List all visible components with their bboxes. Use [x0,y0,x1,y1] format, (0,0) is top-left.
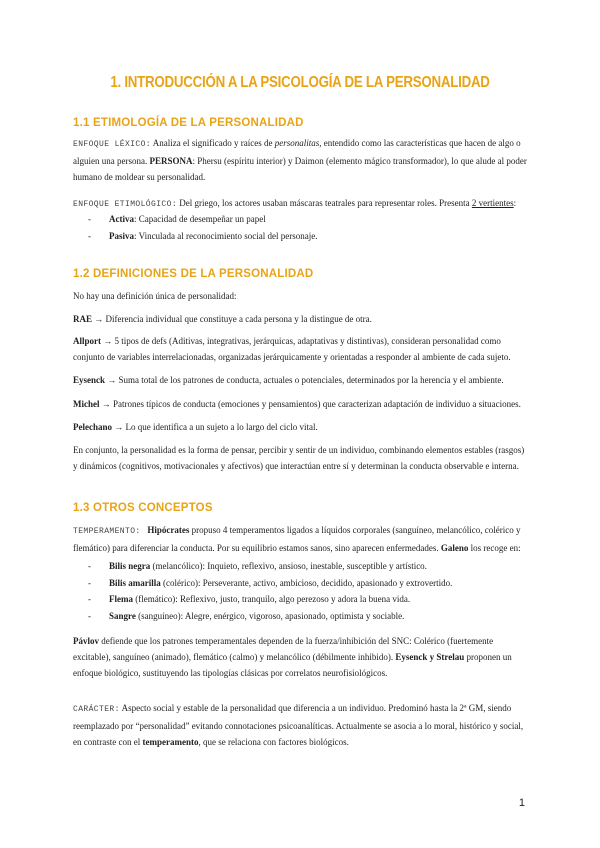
label-temperamento: TEMPERAMENTO: [73,527,141,536]
paragraph-enfoque-lexico: ENFOQUE LÉXICO: Analiza el significado y raíces de personalitas, entendido como las características que hacen de algo o alguien una persona. PERSONA: Phersu (espíritu interior) y Daimon (elemento mágico transformador), lo que alude al poder humano de moldear su personalidad. [73,138,527,182]
section-heading-definiciones: 1.2 DEFINICIONES DE LA PERSONALIDAD [73,268,314,280]
list-item: - Activa: Capacidad de desempeñar un papel [88,214,266,224]
paragraph-intro-definiciones: No hay una definición única de personalidad: [73,291,237,301]
label-enfoque-lexico: ENFOQUE LÉXICO: [73,140,152,149]
list-item: - Pasiva: Vinculada al reconocimiento social del personaje. [88,230,318,241]
label-caracter: CARÁCTER: [73,705,120,714]
definition-pelechano: Pelechano → Lo que identifica a un sujeto a lo largo del ciclo vital. [73,422,318,432]
vertientes-list [88,211,518,244]
page-number: 1 [518,797,525,809]
term-persona: PERSONA [149,156,193,166]
paragraph-enfoque-etimologico: ENFOQUE ETIMOLÓGICO: Del griego, los actores usaban máscaras teatrales para representar roles. Presenta 2 vertientes: [73,198,517,209]
definition-michel: Michel → Patrones típicos de conducta (emociones y pensamientos) que caracterizan adaptación de individuo a situaciones. [73,399,521,409]
term-personalitas: personalitas [274,138,320,148]
definition-allport: Allport → 5 tipos de defs (Aditivas, integrativas, jerárquicas, adaptativas y distintivas), consideran personalidad como conjunto de variables interrelacionadas, organizadas jerárquicamente y orientadas a responder al ambiente de cada sujeto. [73,336,511,362]
paragraph-pavlov: Pávlov defiende que los patrones temperamentales dependen de la fuerza/inhibición del SNC: Colérico (fuertemente excitable), sanguíneo (animado), flemático (calmo) y melancólico (débilmente inhibido). Eysenck y Strelau proponen un enfoque biológico, sustituyendo las tipologías clásicas por correlatos neurofisiológicos. [73,636,512,678]
page-title: 1. INTRODUCCIÓN A LA PSICOLOGÍA DE LA PERSONALIDAD [110,74,490,91]
label-enfoque-etimologico: ENFOQUE ETIMOLÓGICO: [73,200,178,209]
definition-rae: RAE → Diferencia individual que constituye a cada persona y la distingue de otra. [73,314,372,324]
section-heading-etimologia: 1.1 ETIMOLOGÍA DE LA PERSONALIDAD [73,117,304,129]
temperamentos-list [88,558,518,624]
list-item: - Flema (flemático): Reflexivo, justo, tranquilo, algo perezoso y adora la buena vida. [88,594,411,604]
section-heading-otros-conceptos: 1.3 OTROS CONCEPTOS [73,502,213,514]
list-item: - Bilis amarilla (colérico): Perseverante, activo, ambicioso, decidido, apasionado y extrovertido. [88,577,453,588]
paragraph-caracter: CARÁCTER: Aspecto social y estable de la personalidad que diferencia a un individuo. Predominó hasta la 2ª GM, siendo reemplazado por “personalidad” evitando connotaciones psicoanalíticas. Actualmente se asocia a lo moral, histórico y social, en contraste con el temperamento, que se relaciona con factores biológicos. [73,703,524,747]
paragraph-temperamento: TEMPERAMENTO: Hipócrates propuso 4 temperamentos ligados a líquidos corporales (sanguíneo, melancólico, colérico y flemático) para diferenciar la conducta. Por su equilibrio estamos sanos, sino aparecen enfermedades. Galeno los recoge en: [73,525,521,553]
list-item: - Sangre (sanguíneo): Alegre, enérgico, vigoroso, apasionado, optimista y sociable. [88,610,405,621]
list-item: - Bilis negra (melancólico): Inquieto, reflexivo, ansioso, inestable, susceptible y artístico. [88,561,427,571]
underlined-vertientes: 2 vertientes [471,198,514,208]
paragraph-summary: En conjunto, la personalidad es la forma de pensar, percibir y sentir de un individuo, combinando elementos estables (rasgos) y dinámicos (cognitivos, motivacionales y afectivos) que interactúan entre sí y determinan la conducta observable e interna. [73,445,525,471]
definition-eysenck: Eysenck → Suma total de los patrones de conducta, actuales o potenciales, determinados por la herencia y el ambiente. [73,375,504,385]
